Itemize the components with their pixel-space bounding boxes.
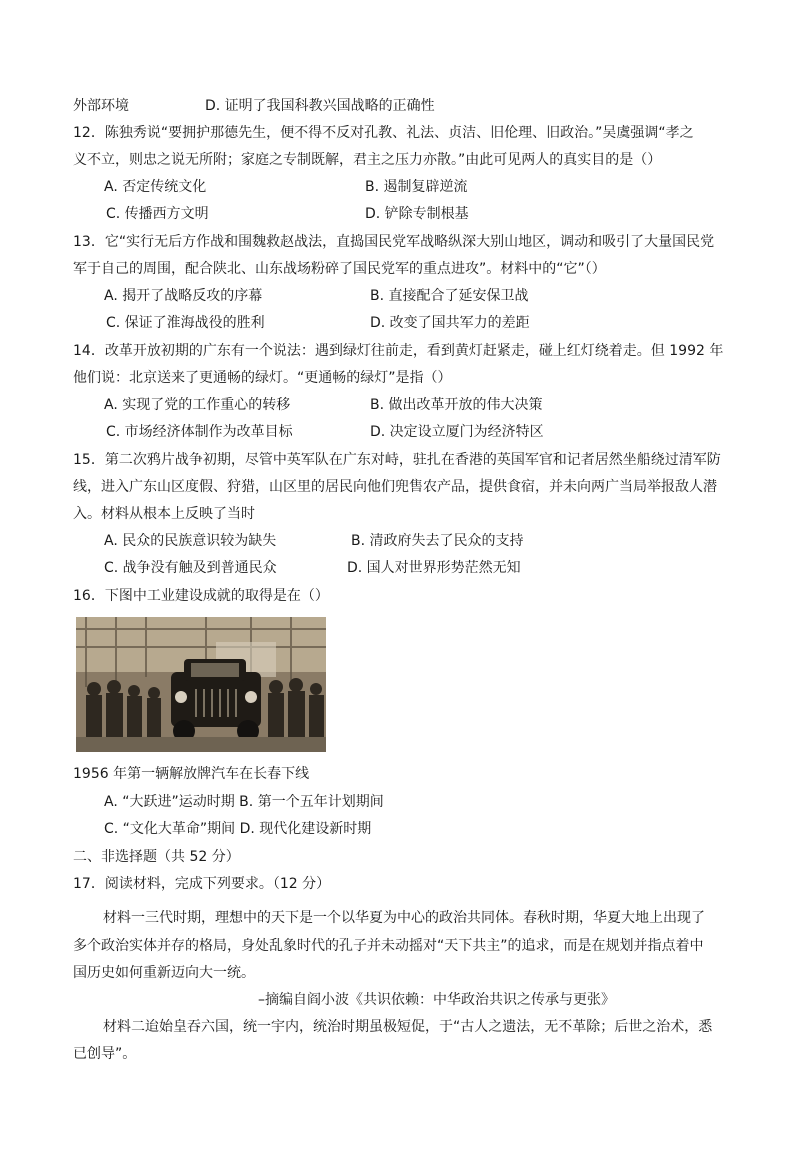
q14-option-b: B. 做出改革开放的伟大决策 [370,397,543,413]
q12-option-c: C. 传播西方文明 [106,206,209,222]
q14-stem-line1: 14．改革开放初期的广东有一个说法：遇到绿灯往前走，看到黄灯赶紧走，碰上红灯绕着走。但 1992 年 [73,343,724,359]
q15-stem-line2: 线，进入广东山区度假、狩猎，山区里的居民向他们兜售农产品，提供食宿，并未向两广当局举报敌人潜 [73,479,717,495]
q13-option-b: B. 直接配合了延安保卫战 [370,288,529,304]
q13-option-d: D. 改变了国共军力的差距 [370,315,530,331]
q14-stem-line2: 他们说：北京送来了更通畅的绿灯。“更通畅的绿灯”是指（） [73,370,452,386]
q17-stem: 17．阅读材料，完成下列要求。（12 分） [73,876,331,892]
q12-option-b: B. 遏制复辟逆流 [365,179,468,195]
q11-tail-left: 外部环境 [73,98,129,114]
q13-option-a: A. 揭开了战略反攻的序幕 [104,288,263,304]
q15-option-a: A. 民众的民族意识较为缺失 [104,533,277,549]
q12-option-a: A. 否定传统文化 [104,179,207,195]
q11-option-d: D. 证明了我国科教兴国战略的正确性 [205,98,435,114]
q17-material1-source: –摘编自阎小波《共识依赖：中华政治共识之传承与更张》 [258,992,615,1008]
q15-option-d: D. 国人对世界形势茫然无知 [347,560,521,576]
q13-stem-line2: 军于自己的周围，配合陕北、山东战场粉碎了国民党军的重点进攻”。材料中的“它”（） [73,261,606,277]
q14-option-d: D. 决定设立厦门为经济特区 [370,424,544,440]
q16-stem: 16．下图中工业建设成就的取得是在（） [73,588,329,604]
section-heading: 二、非选择题（共 52 分） [73,849,240,865]
q16-options-cd: C. “文化大革命”期间 D. 现代化建设新时期 [104,821,372,837]
q13-option-c: C. 保证了淮海战役的胜利 [106,315,265,331]
q16-options-ab: A. “大跃进”运动时期 B. 第一个五年计划期间 [104,794,384,810]
q14-option-a: A. 实现了党的工作重心的转移 [104,397,291,413]
q15-stem-line3: 入。材料从根本上反映了当时 [73,506,255,522]
q17-material1-line1: 材料一三代时期，理想中的天下是一个以华夏为中心的政治共同体。春秋时期，华夏大地上出现了 [103,910,705,926]
q14-option-c: C. 市场经济体制作为改革目标 [106,424,293,440]
q15-option-b: B. 清政府失去了民众的支持 [351,533,524,549]
q17-material2-line2: 已创导”。 [73,1046,137,1062]
q17-material1-line2: 多个政治实体并存的格局，身处乱象时代的孔子并未动摇对“天下共主”的追求，而是在规划并指点着中 [73,938,704,954]
q12-stem-line2: 义不立，则忠之说无所附；家庭之专制既解，君主之压力亦散。”由此可见两人的真实目的是（） [73,152,662,168]
truck-photo [76,617,326,752]
q15-stem-line1: 15．第二次鸦片战争初期，尽管中英军队在广东对峙，驻扎在香港的英国军官和记者居然坐船绕过清军防 [73,452,721,468]
q12-option-d: D. 铲除专制根基 [365,206,469,222]
q16-photo-caption: 1956 年第一辆解放牌汽车在长春下线 [73,766,310,782]
q17-material2-line1: 材料二迨始皇吞六国，统一宇内，统治时期虽极短促，于“古人之遗法，无不革除；后世之治术，悉 [103,1019,713,1035]
q17-material1-line3: 国历史如何重新迈向大一统。 [73,965,255,981]
q15-option-c: C. 战争没有触及到普通民众 [104,560,277,576]
q13-stem-line1: 13．它“实行无后方作战和围魏救赵战法，直捣国民党军战略纵深大别山地区，调动和吸引了大量国民党 [73,234,715,250]
q12-stem-line1: 12．陈独秀说“要拥护那德先生，便不得不反对孔教、礼法、贞洁、旧伦理、旧政治。”吴虞强调“孝之 [73,125,694,141]
